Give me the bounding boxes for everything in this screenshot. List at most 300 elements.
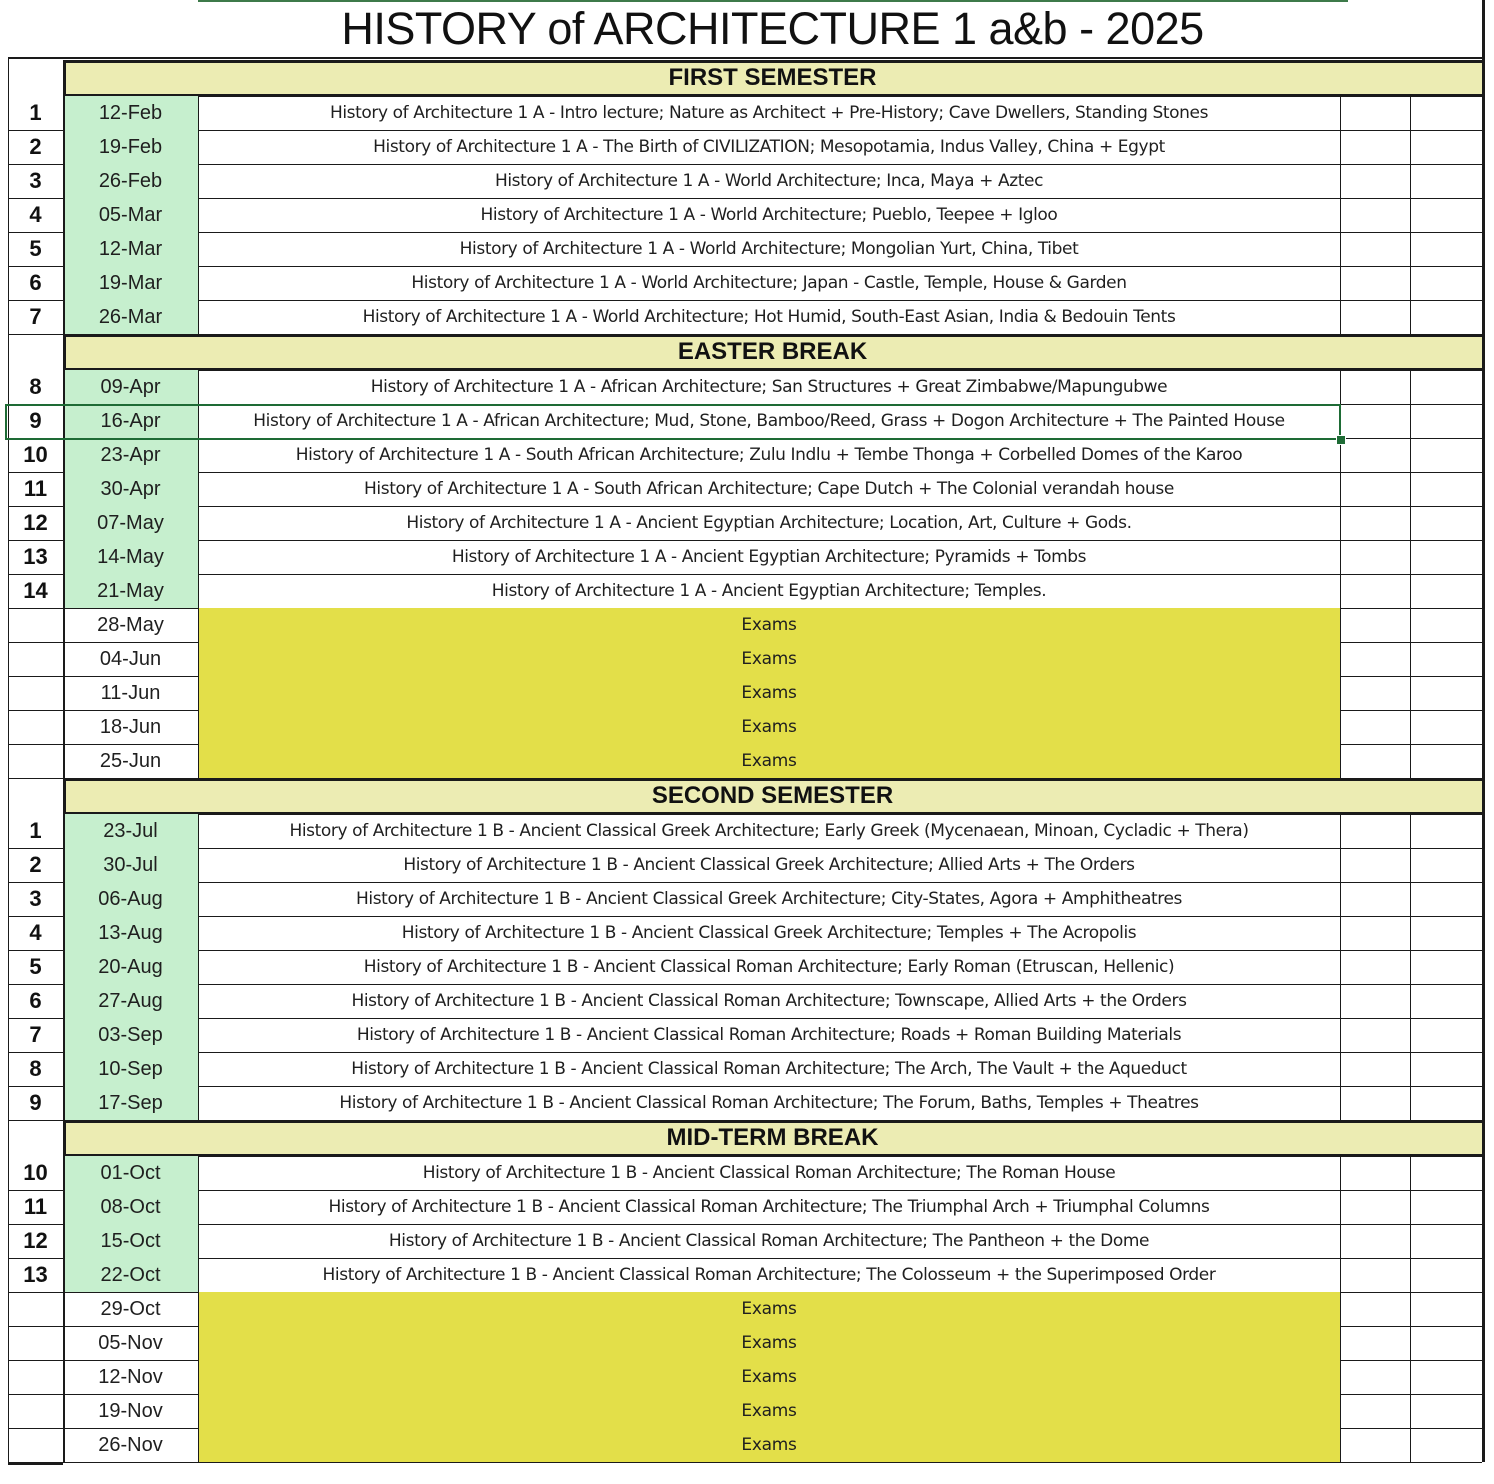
column-gridline	[1482, 334, 1485, 370]
empty-cell[interactable]	[1340, 1292, 1410, 1326]
exam-cell[interactable]: Exams	[198, 744, 1340, 778]
empty-cell[interactable]	[1410, 232, 1482, 266]
empty-cell[interactable]	[1410, 1156, 1482, 1190]
lecture-date[interactable]: 25-Jun	[99, 749, 162, 772]
column-gridline	[1410, 1052, 1411, 1086]
column-gridline	[63, 404, 65, 438]
lecture-date[interactable]: 29-Oct	[100, 1297, 161, 1320]
empty-cell[interactable]	[1410, 1224, 1482, 1258]
exam-cell[interactable]: Exams	[198, 1326, 1340, 1360]
column-gridline	[1340, 642, 1341, 676]
column-gridline	[1410, 1326, 1411, 1360]
column-gridline	[198, 1156, 199, 1190]
lecture-topic[interactable]: History of Architecture 1 A - Ancient Egyptian Architecture; Location, Art, Culture + Gods.	[406, 513, 1132, 533]
empty-cell[interactable]	[1340, 950, 1410, 984]
column-gridline	[63, 164, 65, 198]
lecture-topic[interactable]: History of Architecture 1 A - South African Architecture; Cape Dutch + The Colonial verandah house	[364, 479, 1174, 499]
empty-cell[interactable]	[1340, 1156, 1410, 1190]
week-number[interactable]	[8, 1428, 63, 1462]
lecture-date[interactable]: 05-Mar	[63, 198, 198, 232]
column-gridline	[1482, 950, 1485, 984]
column-gridline	[63, 1156, 65, 1190]
lecture-topic[interactable]: History of Architecture 1 B - Ancient Classical Greek Architecture; Early Greek (Mycenaean, Minoan, Cycladic + Thera)	[289, 821, 1249, 841]
lecture-date[interactable]: 03-Sep	[63, 1018, 198, 1052]
lecture-date[interactable]: 26-Mar	[63, 300, 198, 334]
lecture-date[interactable]: 30-Jul	[63, 848, 198, 882]
column-gridline	[1482, 60, 1485, 96]
empty-cell[interactable]	[1340, 608, 1410, 642]
empty-cell[interactable]	[1410, 1428, 1482, 1462]
column-gridline	[1410, 1156, 1411, 1190]
lecture-topic[interactable]: History of Architecture 1 B - Ancient Classical Roman Architecture; The Pantheon + the Dome	[388, 1231, 1150, 1251]
empty-cell[interactable]	[1340, 1224, 1410, 1258]
column-gridline	[1410, 232, 1411, 266]
week-number[interactable]	[8, 744, 63, 778]
week-number[interactable]: 10	[23, 442, 48, 467]
lecture-date[interactable]: 06-Aug	[63, 882, 198, 916]
exam-cell[interactable]: Exams	[198, 642, 1340, 676]
column-gridline	[63, 814, 65, 848]
empty-cell[interactable]	[1340, 164, 1410, 198]
column-gridline	[1482, 370, 1485, 404]
lecture-topic[interactable]: History of Architecture 1 A - World Architecture; Mongolian Yurt, China, Tibet	[459, 239, 1079, 259]
lecture-date[interactable]: 07-May	[63, 506, 198, 540]
column-gridline	[1340, 814, 1341, 848]
column-gridline	[63, 266, 65, 300]
empty-cell[interactable]	[1340, 814, 1410, 848]
empty-cell[interactable]	[1340, 1258, 1410, 1292]
column-gridline	[1410, 1086, 1411, 1120]
exam-cell[interactable]: Exams	[198, 676, 1340, 710]
lecture-date[interactable]: 10-Sep	[63, 1052, 198, 1086]
empty-cell[interactable]	[1410, 642, 1482, 676]
section-header[interactable]: EASTER BREAK	[63, 334, 1482, 370]
column-gridline	[63, 130, 65, 164]
column-gridline	[63, 676, 65, 710]
column-gridline	[1482, 1292, 1485, 1326]
column-gridline	[1482, 198, 1485, 232]
exam-cell[interactable]: Exams	[198, 1394, 1340, 1428]
column-gridline	[1410, 916, 1411, 950]
column-gridline	[1340, 710, 1341, 744]
empty-cell[interactable]	[1340, 710, 1410, 744]
lecture-date[interactable]: 27-Aug	[63, 984, 198, 1018]
lecture-date[interactable]: 15-Oct	[63, 1224, 198, 1258]
lecture-date[interactable]: 16-Apr	[63, 404, 198, 438]
exam-cell[interactable]: Exams	[198, 710, 1340, 744]
week-number[interactable]	[8, 1394, 63, 1428]
column-gridline	[63, 608, 65, 642]
week-number[interactable]: 14	[23, 578, 48, 603]
week-number[interactable]: 12	[23, 1228, 48, 1253]
column-gridline	[1482, 1018, 1485, 1052]
week-number[interactable]: 11	[23, 1194, 48, 1219]
column-gridline	[1482, 1052, 1485, 1086]
column-gridline	[1340, 984, 1341, 1018]
column-gridline	[1340, 370, 1341, 404]
column-gridline	[198, 130, 199, 164]
empty-cell[interactable]	[1340, 438, 1410, 472]
column-gridline	[1410, 540, 1411, 574]
section-header[interactable]: MID-TERM BREAK	[63, 1120, 1482, 1156]
lecture-date[interactable]: 11-Jun	[100, 681, 161, 704]
column-gridline	[1410, 1258, 1411, 1292]
week-number[interactable]: 8	[29, 1056, 42, 1081]
column-gridline	[1482, 1258, 1485, 1292]
lecture-topic[interactable]: History of Architecture 1 B - Ancient Classical Roman Architecture; The Roman House	[422, 1163, 1116, 1183]
week-number[interactable]	[8, 642, 63, 676]
empty-cell[interactable]	[1410, 1394, 1482, 1428]
lecture-topic[interactable]: History of Architecture 1 A - African Architecture; San Structures + Great Zimbabwe/Mapungubwe	[370, 377, 1168, 397]
column-gridline	[198, 1292, 199, 1326]
column-gridline	[198, 1052, 199, 1086]
column-gridline	[198, 472, 199, 506]
column-gridline	[1410, 164, 1411, 198]
column-gridline	[63, 232, 65, 266]
column-gridline	[198, 506, 199, 540]
week-number[interactable]: 10	[23, 1160, 48, 1185]
empty-cell[interactable]	[1410, 1052, 1482, 1086]
column-gridline	[1340, 882, 1341, 916]
empty-cell[interactable]	[1340, 232, 1410, 266]
empty-cell[interactable]	[1340, 1394, 1410, 1428]
lecture-topic[interactable]: History of Architecture 1 B - Ancient Classical Roman Architecture; The Arch, The Vault + the Aqueduct	[351, 1059, 1187, 1079]
column-gridline	[198, 300, 199, 334]
lecture-date[interactable]: 21-May	[63, 574, 198, 608]
column-gridline	[198, 1190, 199, 1224]
column-gridline	[198, 1224, 199, 1258]
empty-cell[interactable]	[1410, 300, 1482, 334]
exam-cell[interactable]: Exams	[198, 1428, 1340, 1462]
column-gridline	[1410, 300, 1411, 334]
column-gridline	[1482, 96, 1485, 130]
empty-cell[interactable]	[1410, 438, 1482, 472]
column-gridline	[1482, 848, 1485, 882]
empty-cell[interactable]	[1410, 164, 1482, 198]
week-number[interactable]: 9	[29, 408, 42, 433]
column-gridline	[63, 950, 65, 984]
lecture-date[interactable]: 20-Aug	[63, 950, 198, 984]
column-gridline	[198, 814, 199, 848]
lecture-topic[interactable]: History of Architecture 1 B - Ancient Classical Roman Architecture; The Triumphal Arch + Triumphal Columns	[328, 1197, 1210, 1217]
lecture-date[interactable]: 12-Mar	[63, 232, 198, 266]
column-gridline	[1410, 266, 1411, 300]
empty-cell[interactable]	[1340, 574, 1410, 608]
lecture-date[interactable]: 14-May	[63, 540, 198, 574]
column-gridline	[1410, 506, 1411, 540]
column-gridline	[198, 744, 199, 778]
empty-cell[interactable]	[1410, 916, 1482, 950]
empty-cell[interactable]	[1340, 1086, 1410, 1120]
empty-cell[interactable]	[1410, 266, 1482, 300]
empty-cell[interactable]	[1340, 676, 1410, 710]
empty-cell[interactable]	[1340, 540, 1410, 574]
column-gridline	[1410, 1428, 1411, 1462]
column-gridline	[1482, 404, 1485, 438]
column-gridline	[1482, 744, 1485, 778]
exam-cell[interactable]: Exams	[198, 608, 1340, 642]
empty-cell[interactable]	[1340, 370, 1410, 404]
empty-cell[interactable]	[1410, 1258, 1482, 1292]
empty-cell[interactable]	[1410, 96, 1482, 130]
week-number[interactable]	[8, 1326, 63, 1360]
lecture-topic[interactable]: History of Architecture 1 B - Ancient Classical Greek Architecture; City-States, Agora + Amphitheatres	[356, 889, 1182, 909]
week-number[interactable]: 4	[29, 202, 42, 227]
column-gridline	[1410, 404, 1411, 438]
column-gridline	[63, 370, 65, 404]
empty-cell[interactable]	[1410, 198, 1482, 232]
section-header[interactable]: FIRST SEMESTER	[63, 60, 1482, 96]
column-gridline	[1410, 1190, 1411, 1224]
empty-cell[interactable]	[1340, 198, 1410, 232]
column-gridline	[1340, 608, 1341, 642]
lecture-date[interactable]: 19-Nov	[98, 1399, 163, 1422]
column-gridline	[1340, 1156, 1341, 1190]
week-number[interactable]: 4	[29, 920, 42, 945]
column-gridline	[1410, 710, 1411, 744]
column-gridline	[1340, 1394, 1341, 1428]
column-gridline	[63, 438, 65, 472]
lecture-topic[interactable]: History of Architecture 1 B - Ancient Classical Greek Architecture; Allied Arts + The Orders	[403, 855, 1135, 875]
column-gridline	[198, 1360, 199, 1394]
lecture-topic[interactable]: History of Architecture 1 A - The Birth of CIVILIZATION; Mesopotamia, Indus Valley, China + Egypt	[373, 137, 1165, 157]
column-gridline	[63, 1224, 65, 1258]
column-gridline	[1340, 404, 1341, 438]
empty-cell[interactable]	[1410, 984, 1482, 1018]
empty-cell[interactable]	[1410, 1326, 1482, 1360]
column-gridline	[198, 984, 199, 1018]
column-gridline	[198, 574, 199, 608]
column-gridline	[63, 710, 65, 744]
empty-cell[interactable]	[1410, 506, 1482, 540]
week-number[interactable]: 1	[29, 100, 42, 125]
lecture-date[interactable]: 26-Feb	[63, 164, 198, 198]
week-number[interactable]: 5	[29, 236, 42, 261]
empty-cell[interactable]	[1410, 676, 1482, 710]
lecture-topic[interactable]: History of Architecture 1 A - Ancient Egyptian Architecture; Temples.	[491, 581, 1047, 601]
lecture-date[interactable]: 17-Sep	[63, 1086, 198, 1120]
empty-cell[interactable]	[1410, 1018, 1482, 1052]
empty-cell[interactable]	[1410, 370, 1482, 404]
empty-cell[interactable]	[1340, 1052, 1410, 1086]
lecture-date[interactable]: 05-Nov	[98, 1331, 163, 1354]
empty-cell[interactable]	[1340, 1190, 1410, 1224]
week-number[interactable]	[8, 608, 63, 642]
lecture-topic[interactable]: History of Architecture 1 B - Ancient Classical Roman Architecture; The Colosseum + the Superimposed Order	[322, 1265, 1216, 1285]
exam-cell[interactable]: Exams	[198, 1360, 1340, 1394]
empty-cell[interactable]	[1340, 1326, 1410, 1360]
empty-cell[interactable]	[1410, 404, 1482, 438]
week-number[interactable]: 2	[29, 134, 42, 159]
column-gridline	[1410, 814, 1411, 848]
column-gridline	[63, 506, 65, 540]
empty-cell[interactable]	[1410, 1086, 1482, 1120]
empty-cell[interactable]	[1340, 1360, 1410, 1394]
exam-cell[interactable]: Exams	[198, 1292, 1340, 1326]
empty-cell[interactable]	[1340, 916, 1410, 950]
week-number[interactable]: 2	[29, 852, 42, 877]
column-gridline	[1482, 0, 1485, 60]
empty-cell[interactable]	[1410, 814, 1482, 848]
empty-cell[interactable]	[1410, 130, 1482, 164]
week-number[interactable]: 13	[23, 544, 48, 569]
week-number[interactable]: 12	[23, 510, 48, 535]
lecture-topic[interactable]: History of Architecture 1 A - World Architecture; Inca, Maya + Aztec	[494, 171, 1044, 191]
lecture-topic[interactable]: History of Architecture 1 B - Ancient Classical Greek Architecture; Temples + The Acropolis	[401, 923, 1137, 943]
empty-cell[interactable]	[1340, 848, 1410, 882]
lecture-topic[interactable]: History of Architecture 1 A - African Architecture; Mud, Stone, Bamboo/Reed, Grass + Dogon Architecture + The Painted House	[253, 411, 1285, 431]
empty-cell[interactable]	[1410, 540, 1482, 574]
empty-cell[interactable]	[1340, 882, 1410, 916]
empty-cell[interactable]	[1410, 710, 1482, 744]
empty-cell[interactable]	[1410, 848, 1482, 882]
week-number[interactable]: 11	[23, 476, 48, 501]
row-gridline	[63, 334, 1482, 337]
empty-cell[interactable]	[1340, 404, 1410, 438]
column-gridline	[1340, 1360, 1341, 1394]
lecture-date[interactable]: 12-Feb	[63, 96, 198, 130]
empty-cell[interactable]	[1340, 130, 1410, 164]
selection-fill-handle[interactable]	[1336, 435, 1346, 445]
row-gridline	[63, 778, 1482, 781]
lecture-topic[interactable]: History of Architecture 1 A - South African Architecture; Zulu Indlu + Tembe Thonga + Corbelled Domes of the Karoo	[295, 445, 1243, 465]
week-number[interactable]: 7	[29, 1022, 42, 1047]
column-gridline	[1340, 130, 1341, 164]
lecture-date[interactable]: 23-Jul	[63, 814, 198, 848]
column-gridline	[1340, 1258, 1341, 1292]
empty-cell[interactable]	[1410, 950, 1482, 984]
column-gridline	[1482, 574, 1485, 608]
column-gridline	[1340, 950, 1341, 984]
week-number[interactable]	[8, 1360, 63, 1394]
lecture-date[interactable]: 23-Apr	[63, 438, 198, 472]
week-number[interactable]: 3	[29, 886, 42, 911]
column-gridline	[1482, 232, 1485, 266]
week-number[interactable]: 6	[29, 988, 42, 1013]
empty-cell[interactable]	[1340, 984, 1410, 1018]
week-number[interactable]: 7	[29, 304, 42, 329]
column-gridline	[63, 1120, 66, 1156]
column-gridline	[1340, 506, 1341, 540]
column-gridline	[1410, 608, 1411, 642]
column-gridline	[1340, 1224, 1341, 1258]
lecture-date[interactable]: 04-Jun	[99, 647, 162, 670]
column-gridline	[63, 1360, 65, 1394]
column-gridline	[1482, 438, 1485, 472]
week-number[interactable]	[8, 1292, 63, 1326]
lecture-date[interactable]: 30-Apr	[63, 472, 198, 506]
week-number[interactable]: 13	[23, 1262, 48, 1287]
column-gridline	[1482, 1190, 1485, 1224]
lecture-topic[interactable]: History of Architecture 1 A - Ancient Egyptian Architecture; Pyramids + Tombs	[451, 547, 1087, 567]
week-number[interactable]	[8, 710, 63, 744]
column-gridline	[1410, 438, 1411, 472]
column-gridline	[1482, 814, 1485, 848]
week-number[interactable]: 9	[29, 1090, 42, 1115]
lecture-date[interactable]: 13-Aug	[63, 916, 198, 950]
empty-cell[interactable]	[1340, 506, 1410, 540]
section-header[interactable]: SECOND SEMESTER	[63, 778, 1482, 814]
lecture-date[interactable]: 19-Feb	[63, 130, 198, 164]
empty-cell[interactable]	[1340, 1018, 1410, 1052]
column-gridline	[198, 164, 199, 198]
column-gridline	[63, 300, 65, 334]
column-gridline	[63, 574, 65, 608]
column-gridline	[1340, 472, 1341, 506]
lecture-date[interactable]: 12-Nov	[98, 1365, 163, 1388]
lecture-topic[interactable]: History of Architecture 1 A - World Architecture; Pueblo, Teepee + Igloo	[480, 205, 1058, 225]
lecture-date[interactable]: 08-Oct	[63, 1190, 198, 1224]
column-gridline	[1482, 506, 1485, 540]
empty-cell[interactable]	[1410, 472, 1482, 506]
week-number[interactable]: 8	[29, 374, 42, 399]
empty-cell[interactable]	[1340, 96, 1410, 130]
empty-cell[interactable]	[1410, 1360, 1482, 1394]
lecture-topic[interactable]: History of Architecture 1 A - Intro lecture; Nature as Architect + Pre-History; Cave Dwellers, Standing Stones	[329, 103, 1209, 123]
lecture-topic[interactable]: History of Architecture 1 B - Ancient Classical Roman Architecture; The Forum, Baths, Temples + Theatres	[339, 1093, 1199, 1113]
column-gridline	[1340, 1086, 1341, 1120]
empty-cell[interactable]	[1410, 1292, 1482, 1326]
empty-cell[interactable]	[1340, 744, 1410, 778]
empty-cell[interactable]	[1410, 1190, 1482, 1224]
week-number[interactable]: 1	[29, 818, 42, 843]
column-gridline	[63, 848, 65, 882]
column-gridline	[63, 744, 65, 778]
lecture-date[interactable]: 26-Nov	[98, 1433, 163, 1456]
empty-cell[interactable]	[1340, 266, 1410, 300]
empty-cell[interactable]	[1410, 574, 1482, 608]
empty-cell[interactable]	[1340, 642, 1410, 676]
empty-cell[interactable]	[1410, 608, 1482, 642]
column-gridline	[1482, 642, 1485, 676]
column-gridline	[1482, 1120, 1485, 1156]
column-gridline	[1410, 676, 1411, 710]
empty-cell[interactable]	[1410, 882, 1482, 916]
week-number[interactable]	[8, 676, 63, 710]
column-gridline	[198, 676, 199, 710]
row-gridline	[8, 57, 1482, 59]
lecture-date[interactable]: 28-May	[97, 613, 164, 636]
lecture-topic[interactable]: History of Architecture 1 B - Ancient Classical Roman Architecture; Early Roman (Etruscan, Hellenic)	[363, 957, 1175, 977]
lecture-topic[interactable]: History of Architecture 1 A - World Architecture; Hot Humid, South-East Asian, India & Bedouin Tents	[362, 307, 1176, 327]
empty-cell[interactable]	[1340, 1428, 1410, 1462]
column-gridline	[63, 1326, 65, 1360]
lecture-date[interactable]: 18-Jun	[99, 715, 162, 738]
week-number[interactable]: 5	[29, 954, 42, 979]
week-number[interactable]: 3	[29, 168, 42, 193]
empty-cell[interactable]	[1340, 472, 1410, 506]
lecture-date[interactable]: 19-Mar	[63, 266, 198, 300]
lecture-date[interactable]: 09-Apr	[63, 370, 198, 404]
column-gridline	[63, 198, 65, 232]
column-gridline	[1482, 130, 1485, 164]
column-gridline	[1410, 1292, 1411, 1326]
column-gridline	[63, 1086, 65, 1120]
column-gridline	[1340, 164, 1341, 198]
column-gridline	[198, 608, 199, 642]
week-number[interactable]: 6	[29, 270, 42, 295]
column-gridline	[1340, 540, 1341, 574]
lecture-date[interactable]: 22-Oct	[63, 1258, 198, 1292]
empty-cell[interactable]	[1340, 300, 1410, 334]
sheet-title[interactable]: HISTORY of ARCHITECTURE 1 a&b - 2025	[341, 2, 1204, 54]
lecture-date[interactable]: 01-Oct	[63, 1156, 198, 1190]
empty-cell[interactable]	[1410, 744, 1482, 778]
column-gridline	[198, 540, 199, 574]
lecture-topic[interactable]: History of Architecture 1 B - Ancient Classical Roman Architecture; Roads + Roman Building Materials	[356, 1025, 1182, 1045]
lecture-topic[interactable]: History of Architecture 1 B - Ancient Classical Roman Architecture; Townscape, Allied Arts + the Orders	[351, 991, 1187, 1011]
lecture-topic[interactable]: History of Architecture 1 A - World Architecture; Japan - Castle, Temple, House & Garden	[411, 273, 1127, 293]
